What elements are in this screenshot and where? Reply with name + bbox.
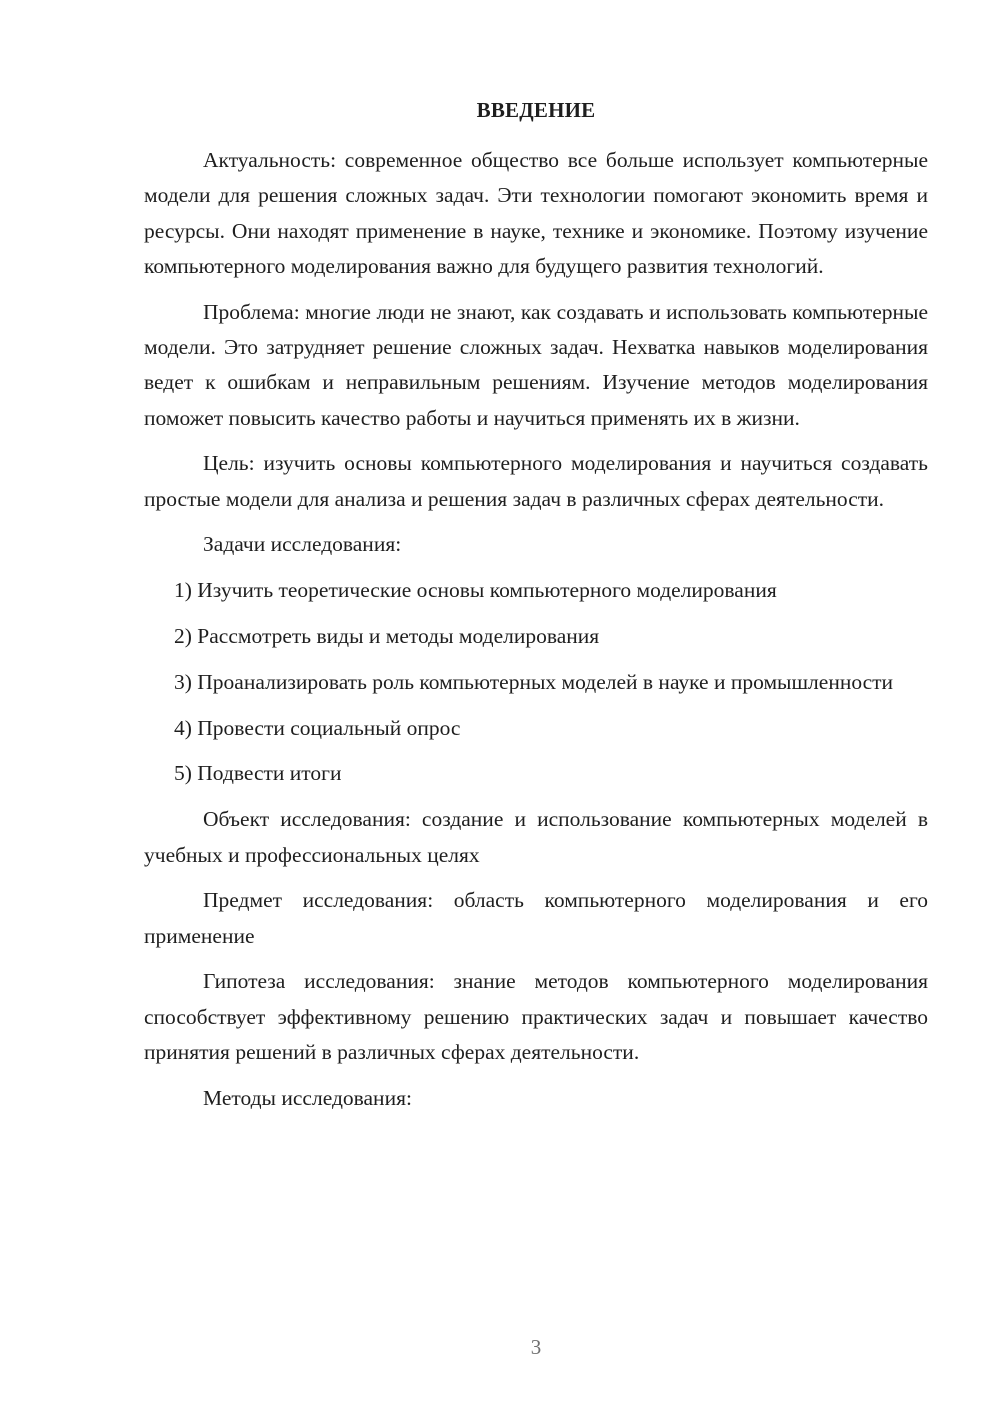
task-item: 3) Проанализировать роль компьютерных моделей в науке и промышленности: [174, 669, 894, 694]
task-item: 5) Подвести итоги: [174, 761, 342, 786]
task-item: 2) Рассмотреть виды и методы моделирования: [174, 624, 600, 649]
task-item: 1) Изучить теоретические основы компьютерного моделирования: [174, 578, 777, 603]
goal-paragraph: Цель: изучить основы компьютерного моделирования и научиться создавать простые модели для анализа и решения задач в различных сферах деятельности.: [144, 451, 928, 511]
relevance-paragraph: Актуальность: современное общество все больше использует компьютерные модели для решения сложных задач. Эти технологии помогают экономить время и ресурсы. Они находят применение в науке, технике и экономике. Поэтому изучение компьютерного моделирования важно для будущего развития технологий.: [144, 148, 928, 278]
subject-paragraph: Предмет исследования: область компьютерного моделирования и его применение: [144, 888, 928, 948]
problem-paragraph: Проблема: многие люди не знают, как создавать и использовать компьютерные модели. Это затрудняет решение сложных задач. Нехватка навыков моделирования ведет к ошибкам и неправильным решениям. Изучение методов моделирования поможет повысить качество работы и научиться применять их в жизни.: [144, 299, 928, 430]
section-heading: ВВЕДЕНИЕ: [476, 98, 596, 122]
hypothesis-paragraph: Гипотеза исследования: знание методов компьютерного моделирования способствует эффективному решению практических задач и повышает качество принятия решений в различных сферах деятельности.: [144, 969, 928, 1065]
methods-intro: Методы исследования:: [203, 1085, 412, 1110]
document-body: [144, 143, 928, 1127]
task-item: 4) Провести социальный опрос: [174, 715, 461, 740]
page-number: 3: [530, 1335, 542, 1359]
object-paragraph: Объект исследования: создание и использование компьютерных моделей в учебных и профессиональных целях: [144, 807, 928, 867]
tasks-intro: Задачи исследования:: [203, 532, 402, 557]
